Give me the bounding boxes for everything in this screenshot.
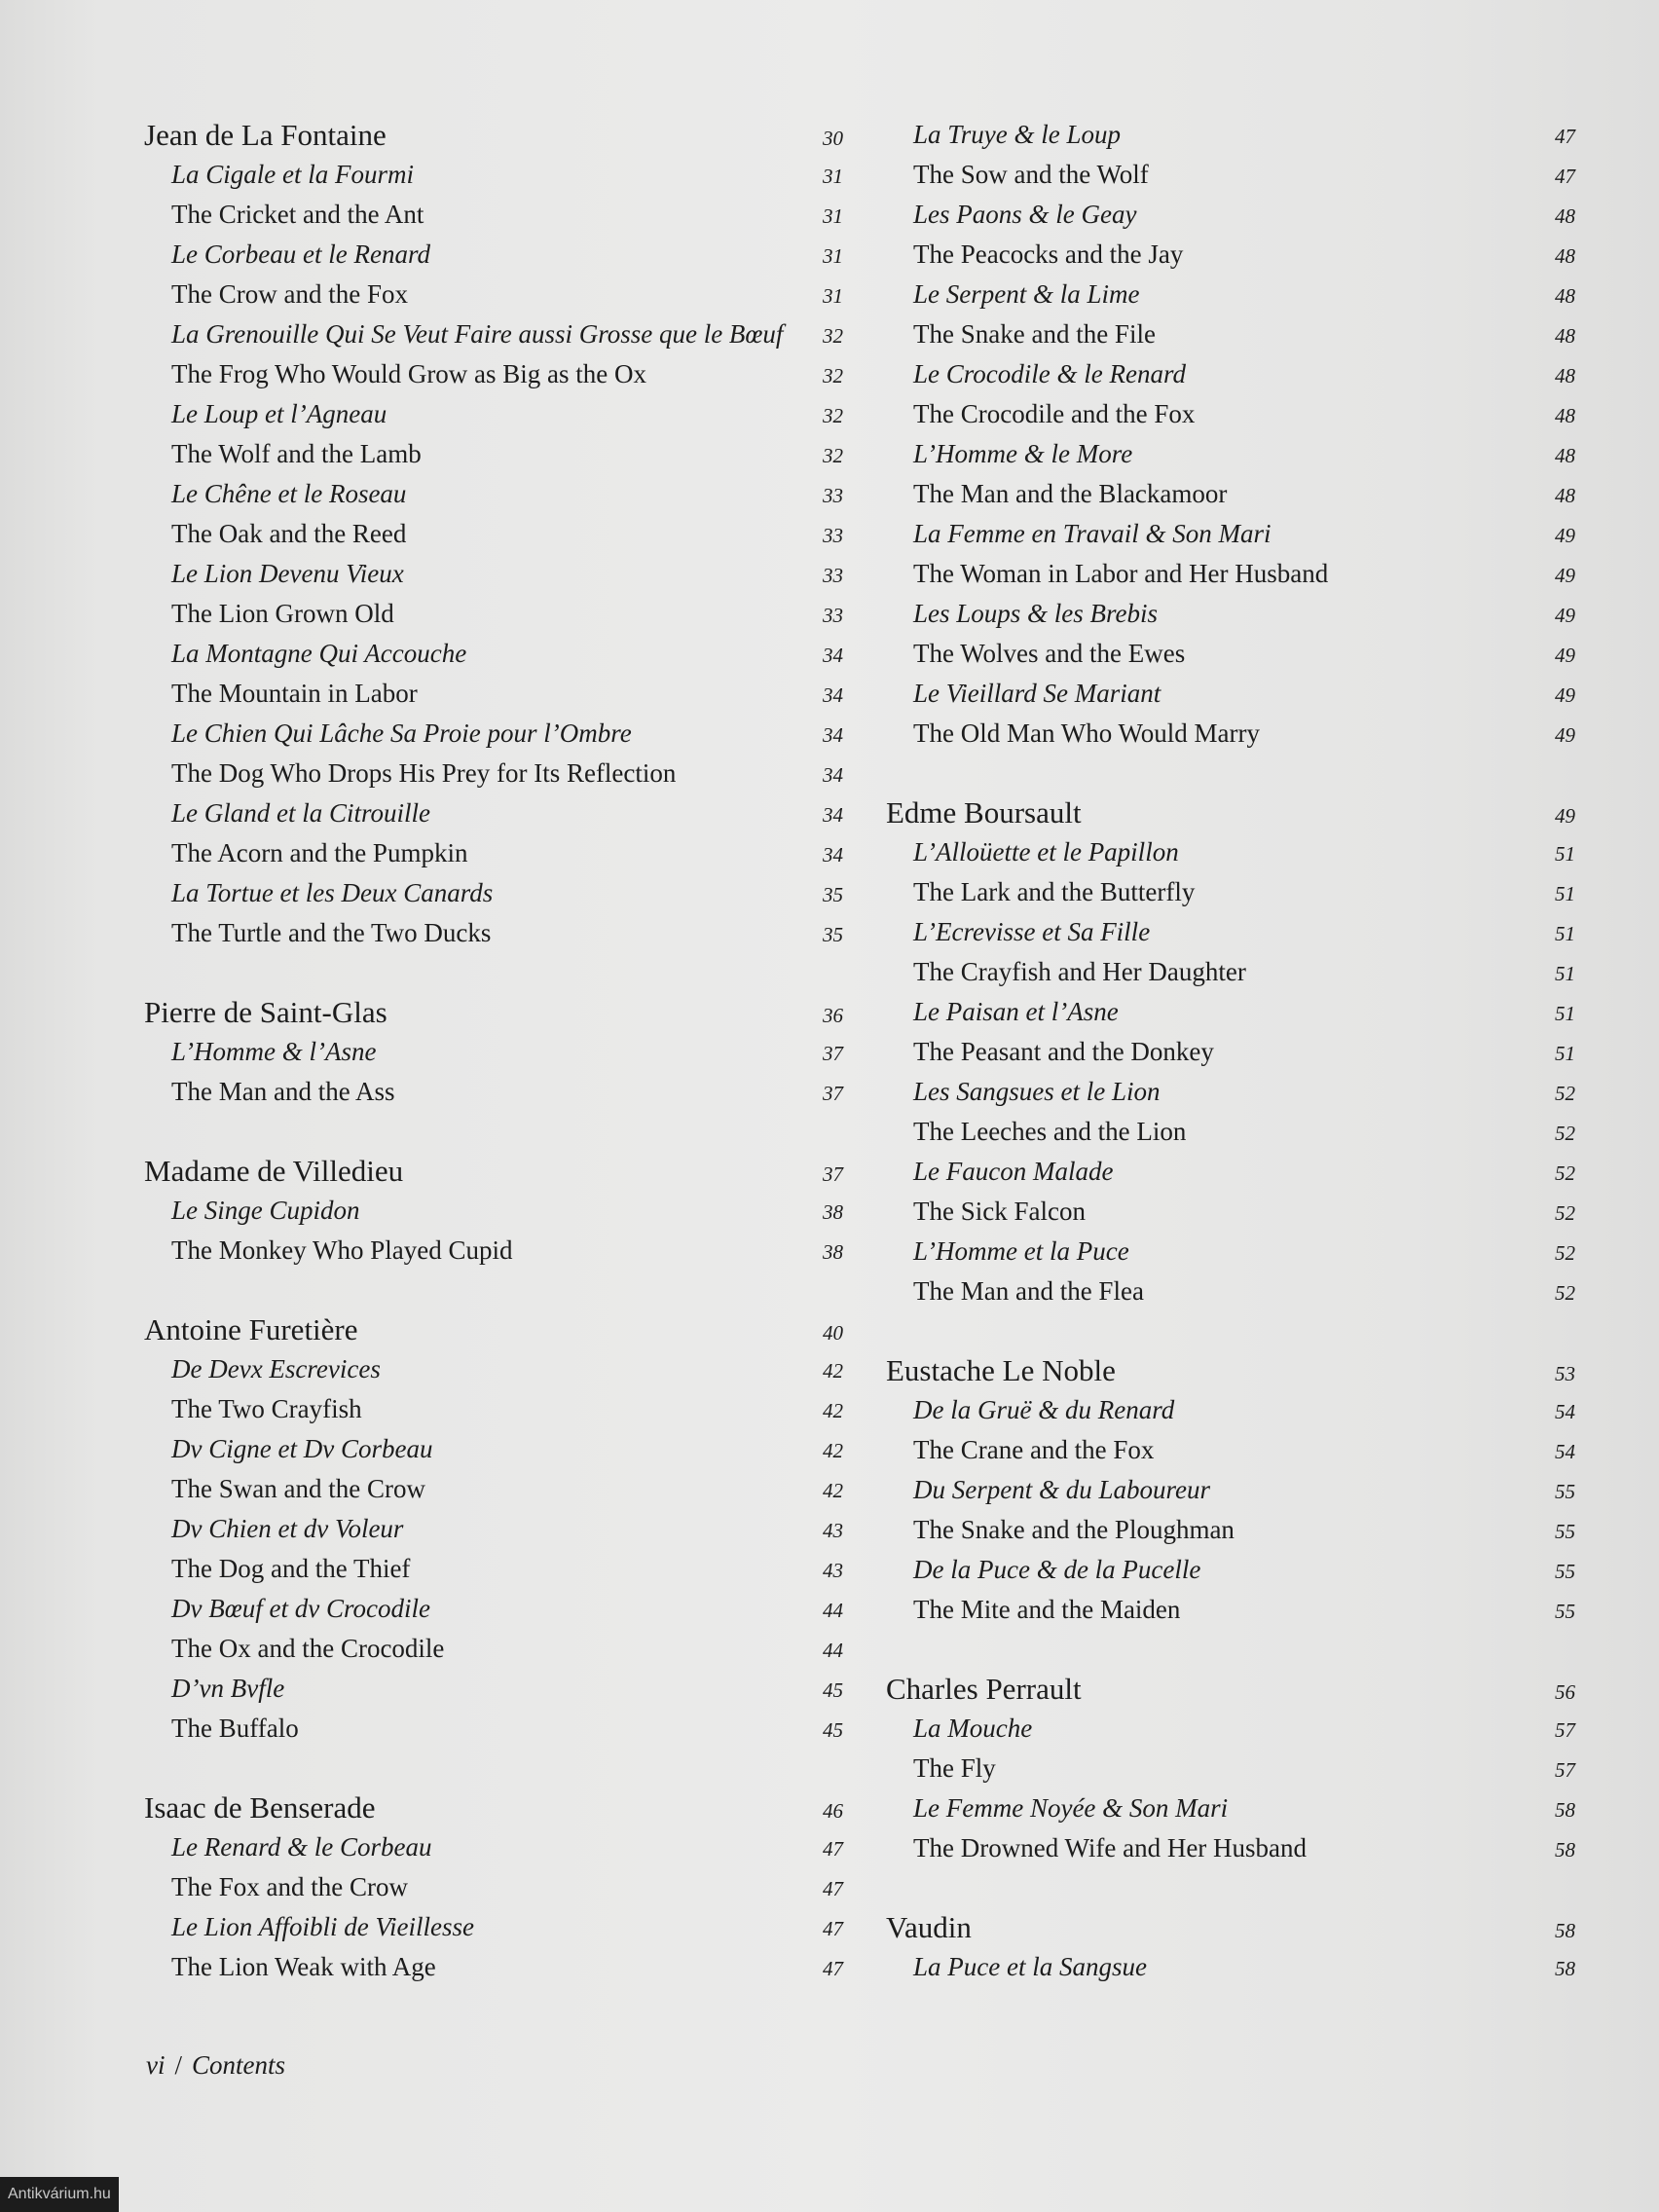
entry-title: The Two Crayfish: [171, 1394, 362, 1423]
author-name: Isaac de Benserade: [144, 1790, 376, 1825]
toc-french-title-row: [886, 275, 1577, 314]
toc-author-row: [144, 1151, 845, 1191]
toc-english-title-row: [144, 674, 845, 714]
page-number: 30: [823, 127, 843, 150]
toc-english-title-row: [144, 275, 845, 314]
toc-french-title-row: [886, 1709, 1577, 1749]
toc-french-title-row: [144, 314, 845, 354]
toc-english-title-row: [886, 1192, 1577, 1232]
page-number: 42: [823, 1439, 843, 1462]
entry-title: The Snake and the Ploughman: [913, 1515, 1235, 1544]
page-number: 46: [823, 1799, 843, 1823]
toc-english-title-row: [886, 474, 1577, 514]
entry-title: Le Vieillard Se Mariant: [913, 679, 1161, 708]
page-number: 51: [1555, 922, 1575, 945]
author-name: Madame de Villedieu: [144, 1154, 404, 1188]
page-number: 49: [1555, 564, 1575, 587]
author-name: Jean de La Fontaine: [144, 118, 387, 152]
page-number: 47: [823, 1837, 843, 1861]
toc-french-title-row: [144, 1429, 845, 1469]
page-footer: [146, 2050, 285, 2081]
toc-english-title-row: [144, 1867, 845, 1907]
toc-french-title-row: [144, 155, 845, 195]
entry-title: The Crayfish and Her Daughter: [913, 957, 1246, 986]
entry-title: Le Chien Qui Lâche Sa Proie pour l’Ombre: [171, 719, 632, 748]
entry-title: The Swan and the Crow: [171, 1474, 425, 1503]
page-number: 37: [823, 1082, 843, 1105]
entry-title: The Cricket and the Ant: [171, 200, 424, 229]
entry-title: The Crocodile and the Fox: [913, 399, 1196, 428]
page-number: 48: [1555, 284, 1575, 308]
toc-english-title-row: [886, 634, 1577, 674]
toc-french-title-row: [144, 793, 845, 833]
toc-english-title-row: [886, 1032, 1577, 1072]
toc-french-title-row: [144, 1827, 845, 1867]
entry-title: La Cigale et la Fourmi: [171, 160, 414, 189]
toc-english-title-row: [144, 594, 845, 634]
toc-french-title-row: [144, 1349, 845, 1389]
entry-title: The Monkey Who Played Cupid: [171, 1235, 513, 1265]
toc-right-column: [886, 115, 1577, 2026]
entry-title: La Femme en Travail & Son Mari: [913, 519, 1272, 548]
toc-english-title-row: [144, 1709, 845, 1749]
page-number: 52: [1555, 1082, 1575, 1105]
entry-title: The Crane and the Fox: [913, 1435, 1155, 1464]
entry-title: The Mountain in Labor: [171, 679, 418, 708]
author-name: Antoine Furetière: [144, 1312, 358, 1346]
entry-title: L’Homme et la Puce: [913, 1236, 1129, 1266]
entry-title: La Montagne Qui Accouche: [171, 639, 467, 668]
entry-title: The Sow and the Wolf: [913, 160, 1149, 189]
entry-title: The Peacocks and the Jay: [913, 240, 1184, 269]
page-number: 34: [823, 763, 843, 787]
entry-title: The Leeches and the Lion: [913, 1117, 1187, 1146]
entry-title: The Dog and the Thief: [171, 1554, 411, 1583]
toc-french-title-row: [886, 514, 1577, 554]
page-number: 32: [823, 444, 843, 467]
page-number: 48: [1555, 444, 1575, 467]
toc-english-title-row: [144, 514, 845, 554]
page-number: 44: [823, 1639, 843, 1662]
page-number: 54: [1555, 1400, 1575, 1423]
author-name: Charles Perrault: [886, 1672, 1082, 1706]
toc-french-title-row: [144, 474, 845, 514]
page-number: 33: [823, 564, 843, 587]
page-number: 49: [1555, 804, 1575, 828]
toc-english-title-row: [886, 554, 1577, 594]
page-number: 49: [1555, 524, 1575, 547]
page-number: 52: [1555, 1241, 1575, 1265]
toc-french-title-row: [144, 1191, 845, 1231]
toc-french-title-row: [886, 434, 1577, 474]
page-number: 48: [1555, 244, 1575, 268]
page-number: 53: [1555, 1362, 1575, 1385]
toc-french-title-row: [886, 992, 1577, 1032]
entry-title: D’vn Bvfle: [171, 1674, 285, 1703]
page-number: 32: [823, 324, 843, 348]
entry-title: Le Corbeau et le Renard: [171, 240, 430, 269]
page-number: 51: [1555, 1002, 1575, 1025]
toc-section-isaac-de-benserade: [144, 1788, 845, 1987]
toc-author-row: [886, 793, 1577, 832]
entry-title: Dv Cigne et Dv Corbeau: [171, 1434, 433, 1463]
page-number: 51: [1555, 1042, 1575, 1065]
page-number: 35: [823, 923, 843, 946]
page-number: 34: [823, 723, 843, 747]
entry-title: The Ox and the Crocodile: [171, 1634, 445, 1663]
entry-title: The Lion Grown Old: [171, 599, 394, 628]
toc-french-title-row: [144, 1669, 845, 1709]
entry-title: Le Serpent & la Lime: [913, 279, 1140, 309]
toc-english-title-row: [144, 833, 845, 873]
entry-title: The Man and the Blackamoor: [913, 479, 1228, 508]
entry-title: Le Paisan et l’Asne: [913, 997, 1119, 1026]
page-number: 43: [823, 1559, 843, 1582]
entry-title: Du Serpent & du Laboureur: [913, 1475, 1210, 1504]
entry-title: Les Paons & le Geay: [913, 200, 1137, 229]
page-number: 43: [823, 1519, 843, 1542]
entry-title: The Fox and the Crow: [171, 1872, 408, 1901]
entry-title: Les Loups & les Brebis: [913, 599, 1159, 628]
entry-title: The Dog Who Drops His Prey for Its Reflection: [171, 758, 677, 788]
entry-title: De la Gruë & du Renard: [913, 1395, 1175, 1424]
toc-french-title-row: [886, 832, 1577, 872]
page-number: 58: [1555, 1957, 1575, 1980]
page-number: 57: [1555, 1718, 1575, 1742]
toc-section-edme-boursault: [886, 793, 1577, 1311]
entry-title: The Lark and the Butterfly: [913, 877, 1196, 906]
page-number: 35: [823, 883, 843, 906]
entry-title: The Man and the Flea: [913, 1276, 1144, 1306]
page-number: 49: [1555, 644, 1575, 667]
page-number: 52: [1555, 1122, 1575, 1145]
toc-section-pierre-de-saint-glas: [144, 992, 845, 1112]
toc-english-title-row: [886, 155, 1577, 195]
entry-title: The Old Man Who Would Marry: [913, 719, 1261, 748]
page-number: 37: [823, 1042, 843, 1065]
page-number: 58: [1555, 1838, 1575, 1862]
toc-author-row: [144, 1309, 845, 1349]
page-number: 37: [823, 1162, 843, 1186]
entry-title: The Drowned Wife and Her Husband: [913, 1833, 1308, 1862]
toc-french-title-row: [144, 634, 845, 674]
toc-english-title-row: [144, 434, 845, 474]
toc-english-title-row: [886, 1430, 1577, 1470]
entry-title: De Devx Escrevices: [171, 1354, 381, 1383]
toc-french-title-row: [886, 115, 1577, 155]
toc-english-title-row: [886, 1510, 1577, 1550]
toc-english-title-row: [144, 913, 845, 953]
toc-author-row: [144, 992, 845, 1032]
page-number: 55: [1555, 1480, 1575, 1503]
entry-title: Les Sangsues et le Lion: [913, 1077, 1161, 1106]
page-number: 38: [823, 1200, 843, 1224]
toc-author-row: [886, 1669, 1577, 1709]
entry-title: The Woman in Labor and Her Husband: [913, 559, 1329, 588]
entry-title: Le Femme Noyée & Son Mari: [913, 1793, 1229, 1823]
toc-english-title-row: [886, 952, 1577, 992]
entry-title: The Turtle and the Two Ducks: [171, 918, 492, 947]
toc-english-title-row: [144, 195, 845, 235]
toc-french-title-row: [144, 1509, 845, 1549]
entry-title: The Wolves and the Ewes: [913, 639, 1186, 668]
page-number: 42: [823, 1399, 843, 1422]
entry-title: L’Homme & l’Asne: [171, 1037, 377, 1066]
page-number: 42: [823, 1359, 843, 1382]
toc-section-eustache-le-noble: [886, 1350, 1577, 1630]
page-number: 58: [1555, 1919, 1575, 1942]
entry-title: La Puce et la Sangsue: [913, 1952, 1147, 1981]
entry-title: Le Loup et l’Agneau: [171, 399, 387, 428]
toc-author-row: [144, 115, 845, 155]
entry-title: The Acorn and the Pumpkin: [171, 838, 468, 867]
author-name: Edme Boursault: [886, 795, 1082, 830]
page-number: 51: [1555, 882, 1575, 905]
toc-left-column: [144, 115, 845, 2026]
toc-english-title-row: [886, 1749, 1577, 1788]
toc-french-title-row: [886, 1232, 1577, 1272]
page-number: 34: [823, 644, 843, 667]
entry-title: The Lion Weak with Age: [171, 1952, 436, 1981]
page-number: 32: [823, 364, 843, 387]
entry-title: La Grenouille Qui Se Veut Faire aussi Grosse que le Bœuf: [171, 319, 784, 349]
toc-english-title-row: [886, 1272, 1577, 1311]
entry-title: Le Chêne et le Roseau: [171, 479, 407, 508]
entry-title: The Oak and the Reed: [171, 519, 407, 548]
entry-title: Le Faucon Malade: [913, 1157, 1114, 1186]
page-number: 33: [823, 484, 843, 507]
toc-section-continued: [886, 115, 1577, 754]
toc-english-title-row: [144, 1947, 845, 1987]
page-number: 55: [1555, 1520, 1575, 1543]
entry-title: L’Homme & le More: [913, 439, 1133, 468]
toc-french-title-row: [886, 1072, 1577, 1112]
toc-english-title-row: [144, 354, 845, 394]
page-number: 55: [1555, 1560, 1575, 1583]
toc-french-title-row: [144, 1032, 845, 1072]
toc-english-title-row: [144, 754, 845, 793]
toc-french-title-row: [886, 1947, 1577, 1987]
toc-english-title-row: [886, 394, 1577, 434]
page-number: 32: [823, 404, 843, 427]
toc-english-title-row: [144, 1389, 845, 1429]
page-number: 51: [1555, 842, 1575, 866]
page-number: 36: [823, 1004, 843, 1027]
page-number: 51: [1555, 962, 1575, 985]
author-name: Vaudin: [886, 1910, 972, 1944]
toc-section-jean-de-la-fontaine: [144, 115, 845, 953]
toc-author-row: [886, 1350, 1577, 1390]
toc-english-title-row: [886, 1112, 1577, 1152]
toc-section-vaudin: [886, 1907, 1577, 1987]
toc-french-title-row: [886, 1152, 1577, 1192]
page-number: 34: [823, 843, 843, 866]
page-number: 45: [823, 1678, 843, 1702]
entry-title: De la Puce & de la Pucelle: [913, 1555, 1201, 1584]
watermark: Antikvárium.hu: [0, 2177, 119, 2212]
entry-title: L’Alloüette et le Papillon: [913, 837, 1179, 866]
entry-title: L’Ecrevisse et Sa Fille: [913, 917, 1151, 946]
page-number: 40: [823, 1321, 843, 1345]
toc-french-title-row: [886, 1390, 1577, 1430]
page-number: 47: [823, 1957, 843, 1980]
toc-english-title-row: [886, 235, 1577, 275]
toc-author-row: [144, 1788, 845, 1827]
entry-title: The Peasant and the Donkey: [913, 1037, 1214, 1066]
page-number: 31: [823, 165, 843, 188]
toc-french-title-row: [144, 714, 845, 754]
entry-title: The Mite and the Maiden: [913, 1595, 1181, 1624]
toc-english-title-row: [886, 714, 1577, 754]
toc-english-title-row: [144, 1549, 845, 1589]
toc-section-antoine-furetiere: [144, 1309, 845, 1749]
page-number: 33: [823, 604, 843, 627]
entry-title: Le Crocodile & le Renard: [913, 359, 1186, 388]
entry-title: The Wolf and the Lamb: [171, 439, 422, 468]
page-number: 31: [823, 244, 843, 268]
page-number: 47: [823, 1877, 843, 1900]
page-number: 48: [1555, 364, 1575, 387]
page-number: 49: [1555, 683, 1575, 707]
entry-title: The Fly: [913, 1753, 996, 1783]
author-name: Pierre de Saint-Glas: [144, 995, 387, 1029]
page-number: 58: [1555, 1798, 1575, 1822]
entry-title: Le Singe Cupidon: [171, 1196, 360, 1225]
page-number: 48: [1555, 484, 1575, 507]
toc-section-madame-de-villedieu: [144, 1151, 845, 1271]
toc-french-title-row: [886, 594, 1577, 634]
toc-french-title-row: [144, 1589, 845, 1629]
page-number: 33: [823, 524, 843, 547]
entry-title: Le Lion Devenu Vieux: [171, 559, 404, 588]
footer-section-label: Contents: [192, 2050, 286, 2080]
toc-french-title-row: [886, 1470, 1577, 1510]
toc-french-title-row: [144, 394, 845, 434]
page-number: 57: [1555, 1758, 1575, 1782]
page-number: 55: [1555, 1600, 1575, 1623]
toc-english-title-row: [144, 1469, 845, 1509]
page-number: 48: [1555, 324, 1575, 348]
toc-english-title-row: [144, 1629, 845, 1669]
page-number: 52: [1555, 1281, 1575, 1305]
page-number: 34: [823, 683, 843, 707]
toc-french-title-row: [886, 674, 1577, 714]
entry-title: Le Gland et la Citrouille: [171, 798, 430, 828]
entry-title: The Crow and the Fox: [171, 279, 408, 309]
entry-title: The Buffalo: [171, 1714, 299, 1743]
page-number: 48: [1555, 404, 1575, 427]
toc-english-title-row: [144, 1072, 845, 1112]
toc-english-title-row: [886, 872, 1577, 912]
page-number: 38: [823, 1240, 843, 1264]
entry-title: Le Lion Affoibli de Vieillesse: [171, 1912, 474, 1941]
page-number: 31: [823, 284, 843, 308]
toc-french-title-row: [886, 1788, 1577, 1828]
page-number: 34: [823, 803, 843, 827]
entry-title: The Man and the Ass: [171, 1077, 395, 1106]
page-number: 56: [1555, 1680, 1575, 1704]
toc-author-row: [886, 1907, 1577, 1947]
page-number: 52: [1555, 1161, 1575, 1185]
toc-section-charles-perrault: [886, 1669, 1577, 1868]
toc-french-title-row: [886, 354, 1577, 394]
page-number: 52: [1555, 1201, 1575, 1225]
toc-english-title-row: [886, 1590, 1577, 1630]
page-number: 49: [1555, 604, 1575, 627]
toc-french-title-row: [886, 195, 1577, 235]
page-number: 44: [823, 1599, 843, 1622]
entry-title: The Snake and the File: [913, 319, 1156, 349]
toc-french-title-row: [144, 873, 845, 913]
author-name: Eustache Le Noble: [886, 1353, 1116, 1387]
page-number: 45: [823, 1718, 843, 1742]
entry-title: La Truye & le Loup: [913, 120, 1122, 149]
toc-french-title-row: [886, 1550, 1577, 1590]
entry-title: The Sick Falcon: [913, 1197, 1086, 1226]
footer-separator: /: [174, 2050, 183, 2080]
entry-title: La Mouche: [913, 1714, 1033, 1743]
entry-title: La Tortue et les Deux Canards: [171, 878, 494, 907]
page-number: 54: [1555, 1440, 1575, 1463]
entry-title: The Frog Who Would Grow as Big as the Ox: [171, 359, 647, 388]
entry-title: Dv Bœuf et dv Crocodile: [171, 1594, 430, 1623]
entry-title: Le Renard & le Corbeau: [171, 1832, 432, 1862]
footer-page-number: vi: [146, 2050, 166, 2080]
page-number: 31: [823, 204, 843, 228]
page-number: 47: [1555, 125, 1575, 148]
toc-english-title-row: [886, 314, 1577, 354]
toc-french-title-row: [144, 1907, 845, 1947]
page-number: 47: [1555, 165, 1575, 188]
toc-french-title-row: [886, 912, 1577, 952]
page-number: 42: [823, 1479, 843, 1502]
toc-french-title-row: [144, 554, 845, 594]
page-number: 49: [1555, 723, 1575, 747]
toc-english-title-row: [144, 1231, 845, 1271]
page-number: 48: [1555, 204, 1575, 228]
toc-french-title-row: [144, 235, 845, 275]
entry-title: Dv Chien et dv Voleur: [171, 1514, 404, 1543]
toc-english-title-row: [886, 1828, 1577, 1868]
page-number: 47: [823, 1917, 843, 1940]
